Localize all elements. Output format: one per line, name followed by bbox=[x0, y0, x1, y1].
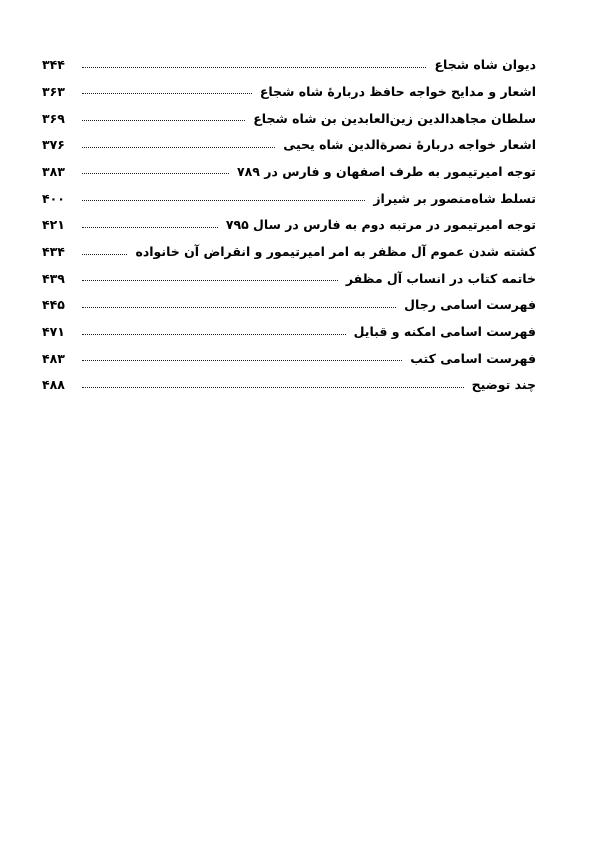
toc-entry-title: سلطان مجاهدالدین زین‌العابدین بن شاه شجاع bbox=[253, 110, 536, 126]
dot-leader bbox=[82, 360, 402, 361]
toc-entry bbox=[42, 72, 536, 99]
toc-entry bbox=[42, 205, 536, 232]
toc-entry-title: دیوان شاه شجاع bbox=[434, 57, 536, 73]
toc-entry-page: ۳۶۳ bbox=[42, 83, 65, 99]
dot-leader bbox=[82, 147, 275, 148]
toc-entry-title: فهرست اسامی امکنه و قبایل bbox=[353, 324, 536, 340]
toc-entry-page: ۴۸۳ bbox=[42, 350, 65, 366]
dot-leader bbox=[82, 387, 464, 388]
toc-entry-title: چند توضیح bbox=[471, 377, 536, 393]
toc-entry-page: ۴۲۱ bbox=[42, 217, 65, 233]
toc-entry bbox=[42, 152, 536, 179]
toc-entry bbox=[42, 365, 536, 392]
toc-entry bbox=[42, 178, 536, 205]
toc-entry-page: ۳۴۴ bbox=[42, 57, 65, 73]
toc-entry-page: ۴۸۸ bbox=[42, 377, 65, 393]
toc-entry-page: ۴۰۰ bbox=[42, 190, 65, 206]
toc-entry-title: فهرست اسامی رجال bbox=[404, 297, 536, 313]
toc-entry-page: ۳۸۳ bbox=[42, 163, 65, 179]
toc-entry-page: ۳۷۶ bbox=[42, 137, 65, 153]
dot-leader bbox=[82, 334, 346, 335]
toc-entry bbox=[42, 312, 536, 339]
toc-entry bbox=[42, 125, 536, 152]
toc-entry-page: ۴۷۱ bbox=[42, 324, 65, 340]
toc-entry-title: تسلط شاه‌منصور بر شیراز bbox=[373, 190, 536, 206]
toc-entry bbox=[42, 98, 536, 125]
toc-entry-page: ۴۳۹ bbox=[42, 270, 65, 286]
toc-entry-title: توجه امیرتیمور به طرف اصفهان و فارس در ۷۸۹ bbox=[237, 163, 536, 179]
toc-entry-page: ۴۴۵ bbox=[42, 297, 65, 313]
dot-leader bbox=[82, 120, 245, 121]
dot-leader bbox=[82, 254, 127, 255]
table-of-contents bbox=[42, 45, 536, 392]
toc-entry-title: اشعار خواجه دربارهٔ نصرةالدین شاه یحیی bbox=[283, 137, 536, 153]
toc-entry-page: ۴۳۴ bbox=[42, 244, 65, 259]
dot-leader bbox=[82, 280, 338, 281]
toc-entry bbox=[42, 285, 536, 312]
toc-entry-title: توجه امیرتیمور در مرتبه دوم به فارس در سال ۷۹۵ bbox=[225, 217, 536, 233]
toc-entry-page: ۳۶۹ bbox=[42, 110, 65, 126]
toc-entry-title: خاتمه کتاب در انساب آل مظفر bbox=[345, 270, 536, 286]
dot-leader bbox=[82, 227, 218, 228]
toc-entry bbox=[42, 232, 536, 259]
dot-leader bbox=[82, 200, 365, 201]
dot-leader bbox=[82, 173, 229, 174]
toc-entry-title: کشته شدن عموم آل مظفر به امر امیرتیمور و انقراض آن خانواده bbox=[135, 244, 536, 259]
toc-entry-title: اشعار و مدایح خواجه حافظ دربارهٔ شاه شجاع bbox=[259, 83, 536, 99]
dot-leader bbox=[82, 307, 396, 308]
toc-entry bbox=[42, 45, 536, 72]
toc-entry bbox=[42, 259, 536, 286]
toc-entry-title: فهرست اسامی کتب bbox=[410, 350, 536, 366]
toc-entry bbox=[42, 339, 536, 366]
dot-leader bbox=[82, 93, 252, 94]
dot-leader bbox=[82, 67, 426, 68]
